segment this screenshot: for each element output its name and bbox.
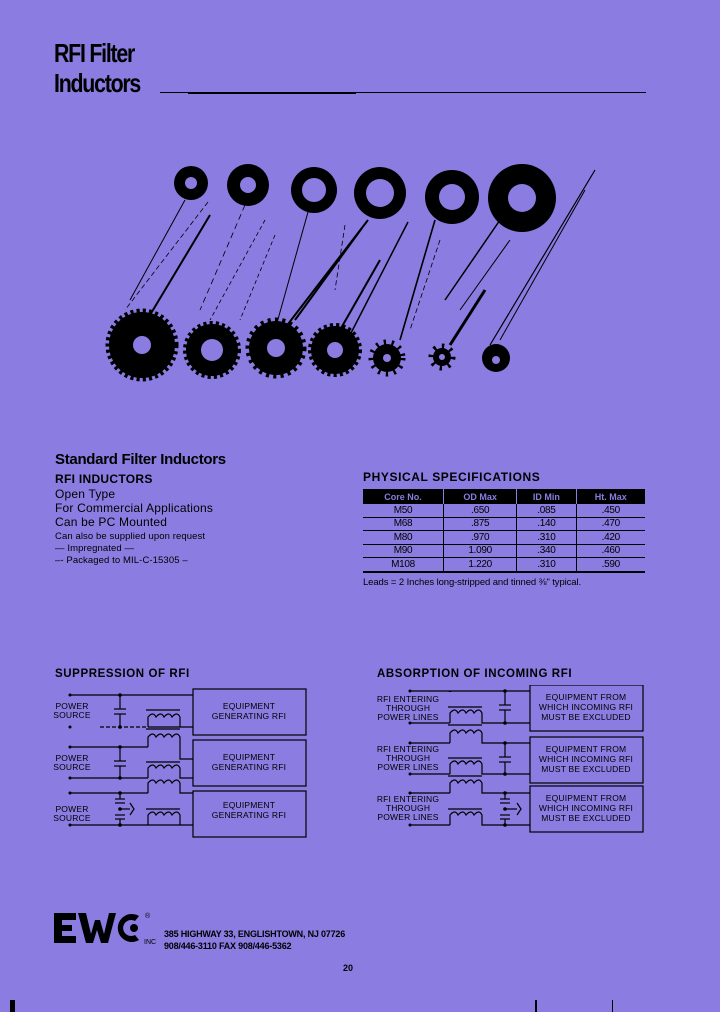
table-row (363, 558, 645, 572)
cell-id: .310 (517, 558, 576, 572)
cell-core: M108 (363, 558, 444, 572)
note-impregnated: — Impregnated — (55, 543, 135, 554)
cell-id: .340 (517, 544, 576, 558)
cell-core: M68 (363, 517, 444, 531)
svg-text:EQUIPMENT: EQUIPMENT (222, 752, 276, 762)
cell-core: M80 (363, 531, 444, 545)
scan-artifact (535, 1000, 537, 1012)
page-title-line2: Inductors (54, 68, 141, 98)
specs-title: PHYSICAL SPECIFICATIONS (363, 470, 541, 484)
svg-text:EQUIPMENT: EQUIPMENT (222, 800, 276, 810)
col-id-min: ID Min (517, 489, 576, 504)
svg-text:GENERATING RFI: GENERATING RFI (211, 711, 287, 721)
svg-text:EQUIPMENT FROM: EQUIPMENT FROM (545, 744, 627, 754)
table-row (363, 504, 645, 517)
table-row (363, 531, 645, 545)
feature-open-type: Open Type (55, 487, 116, 501)
svg-text:POWER LINES: POWER LINES (377, 712, 439, 722)
company-address-block (164, 928, 345, 952)
note-request: Can also be supplied upon request (55, 531, 206, 542)
cell-od: .650 (444, 504, 517, 517)
svg-text:POWER LINES: POWER LINES (377, 812, 439, 822)
scan-artifact (612, 1000, 613, 1012)
svg-text:EQUIPMENT FROM: EQUIPMENT FROM (545, 793, 627, 803)
product-subheading: RFI INDUCTORS (55, 472, 153, 486)
table-row (363, 544, 645, 558)
note-packaged: –- Packaged to MIL-C-15305 – (55, 555, 188, 566)
equipment-box-label: EQUIPMENT (222, 701, 276, 711)
svg-text:POWER LINES: POWER LINES (377, 762, 439, 772)
protected-equipment-label: EQUIPMENT FROM (545, 692, 627, 702)
absorption-title: ABSORPTION OF INCOMING RFI (377, 668, 573, 680)
cell-id: .085 (517, 504, 576, 517)
col-od-max: OD Max (444, 489, 517, 504)
feature-commercial: For Commercial Applications (55, 501, 214, 515)
cell-core: M50 (363, 504, 444, 517)
col-core-no: Core No. (363, 489, 444, 504)
cell-ht: .450 (576, 504, 645, 517)
company-phone-fax: 908/446-3110 FAX 908/446-5362 (164, 941, 292, 951)
svg-text:THROUGH: THROUGH (385, 703, 431, 713)
col-ht-max: Ht. Max (576, 489, 645, 504)
svg-text:RFI ENTERING: RFI ENTERING (376, 794, 440, 804)
cell-ht: .460 (576, 544, 645, 558)
svg-text:POWER: POWER (55, 804, 89, 814)
cell-od: .875 (444, 517, 517, 531)
suppression-title: SUPPRESSION OF RFI (55, 668, 190, 680)
feature-pc-mount: Can be PC Mounted (55, 515, 168, 529)
page-title-line1: RFI Filter (54, 38, 135, 68)
svg-text:THROUGH: THROUGH (385, 753, 431, 763)
svg-text:SOURCE: SOURCE (53, 710, 91, 720)
svg-text:RFI ENTERING: RFI ENTERING (376, 744, 440, 754)
svg-text:MUST BE EXCLUDED: MUST BE EXCLUDED (541, 813, 631, 823)
svg-text:POWER: POWER (55, 753, 89, 763)
page-number: 20 (343, 963, 354, 973)
svg-text:WHICH INCOMING RFI: WHICH INCOMING RFI (538, 803, 634, 813)
rfi-source-label: RFI ENTERING (376, 694, 440, 704)
svg-text:MUST BE EXCLUDED: MUST BE EXCLUDED (541, 712, 631, 722)
cell-core: M90 (363, 544, 444, 558)
svg-text:SOURCE: SOURCE (53, 762, 91, 772)
registered-mark: ® (145, 913, 151, 920)
cell-id: .310 (517, 531, 576, 545)
svg-text:GENERATING RFI: GENERATING RFI (211, 762, 287, 772)
cell-od: .970 (444, 531, 517, 545)
absorption-schematic (370, 685, 650, 835)
cell-id: .140 (517, 517, 576, 531)
specs-header-row (363, 489, 645, 504)
specs-table (363, 489, 645, 573)
cell-od: 1.090 (444, 544, 517, 558)
cell-ht: .470 (576, 517, 645, 531)
inductors-photo (90, 150, 630, 390)
svg-text:THROUGH: THROUGH (385, 803, 431, 813)
power-source-label: POWER (55, 701, 89, 711)
cell-od: 1.220 (444, 558, 517, 572)
svg-text:GENERATING RFI: GENERATING RFI (211, 810, 287, 820)
ewc-logo (54, 910, 164, 950)
title-rule-accent (188, 92, 356, 94)
scan-artifact (10, 1000, 15, 1012)
svg-text:SOURCE: SOURCE (53, 813, 91, 823)
table-row (363, 517, 645, 531)
svg-text:WHICH INCOMING RFI: WHICH INCOMING RFI (538, 754, 634, 764)
logo-suffix: INC (144, 939, 157, 946)
company-address: 385 HIGHWAY 33, ENGLISHTOWN, NJ 07726 (164, 929, 346, 939)
specs-footnote: Leads = 2 Inches long-stripped and tinned ⅜" typical. (363, 577, 582, 588)
cell-ht: .420 (576, 531, 645, 545)
svg-text:WHICH INCOMING RFI: WHICH INCOMING RFI (538, 702, 634, 712)
section-heading: Standard Filter Inductors (55, 451, 226, 468)
suppression-schematic (50, 685, 310, 840)
cell-ht: .590 (576, 558, 645, 572)
svg-text:MUST BE EXCLUDED: MUST BE EXCLUDED (541, 764, 631, 774)
